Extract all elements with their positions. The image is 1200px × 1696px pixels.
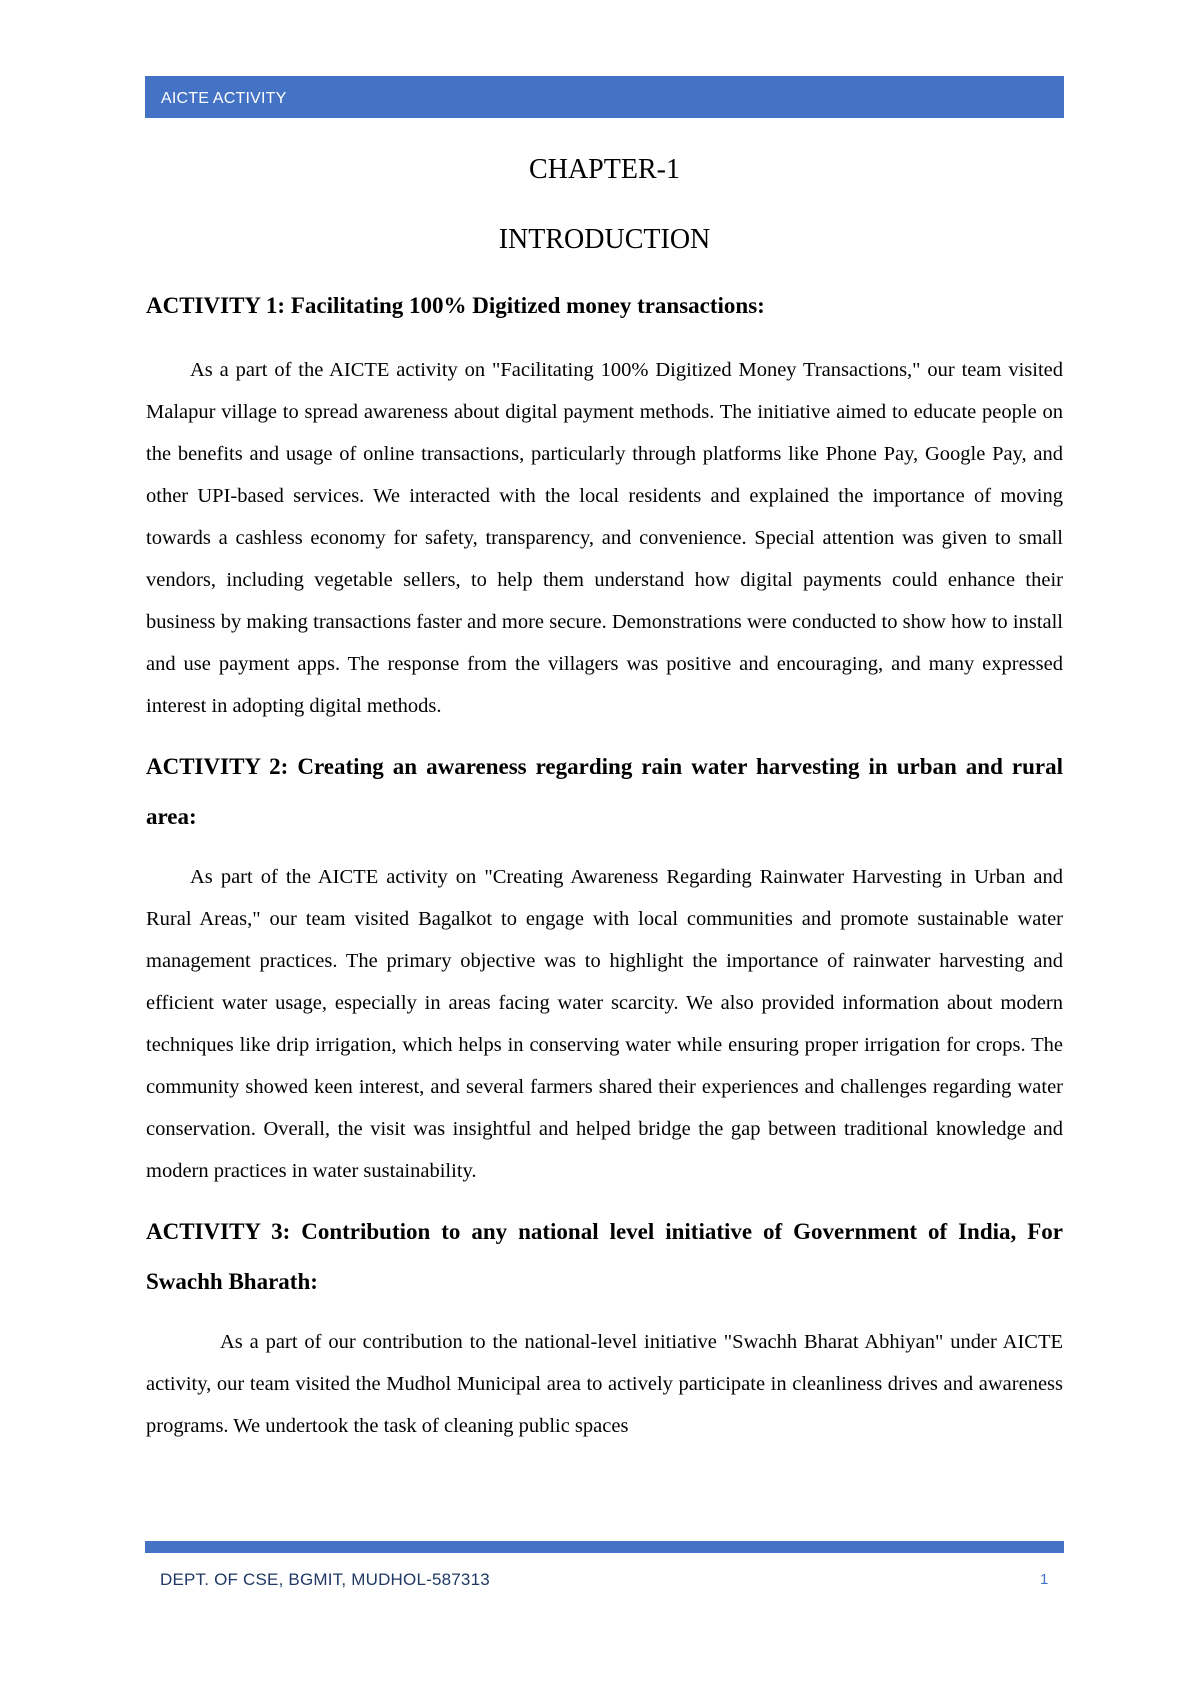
activity-1-heading: ACTIVITY 1: Facilitating 100% Digitized money transactions: <box>146 293 765 318</box>
page-content <box>146 140 1063 1447</box>
running-header <box>145 76 1064 118</box>
activity-3-heading: ACTIVITY 3: Contribution to any national level initiative of Government of India, For Swachh Bharath: <box>146 1219 1063 1294</box>
activity-3-body: As a part of our contribution to the national-level initiative "Swachh Bharat Abhiyan" under AICTE activity, our team visited the Mudhol Municipal area to actively participate in cleanliness drives and awareness programs. We undertook the task of cleaning public spaces <box>146 1331 1063 1437</box>
footer-divider <box>145 1541 1064 1553</box>
activity-2-body: As part of the AICTE activity on "Creating Awareness Regarding Rainwater Harvesting in Urban and Rural Areas," our team visited Bagalkot to engage with local communities and promote sustainable water management practices. The primary objective was to highlight the importance of rainwater harvesting and efficient water usage, especially in areas facing water scarcity. We also provided information about modern techniques like drip irrigation, which helps in conserving water while ensuring proper irrigation for crops. The community showed keen interest, and several farmers shared their experiences and challenges regarding water conservation. Overall, the visit was insightful and helped bridge the gap between traditional knowledge and modern practices in water sustainability. <box>146 866 1063 1182</box>
chapter-number: CHAPTER-1 <box>529 154 680 185</box>
page-number: 1 <box>1040 1571 1049 1588</box>
chapter-title: INTRODUCTION <box>498 224 711 255</box>
activity-1-body: As a part of the AICTE activity on "Facilitating 100% Digitized Money Transactions," our team visited Malapur village to spread awareness about digital payment methods. The initiative aimed to educate people on the benefits and usage of online transactions, particularly through platforms like Phone Pay, Google Pay, and other UPI-based services. We interacted with the local residents and explained the importance of moving towards a cashless economy for safety, transparency, and convenience. Special attention was given to small vendors, including vegetable sellers, to help them understand how digital payments could enhance their business by making transactions faster and more secure. Demonstrations were conducted to show how to install and use payment apps. The response from the villagers was positive and encouraging, and many expressed interest in adopting digital methods. <box>146 359 1063 717</box>
activity-2-heading: ACTIVITY 2: Creating an awareness regarding rain water harvesting in urban and rural area: <box>146 754 1063 829</box>
footer-department: DEPT. OF CSE, BGMIT, MUDHOL-587313 <box>160 1570 490 1589</box>
header-title: AICTE ACTIVITY <box>161 90 287 107</box>
